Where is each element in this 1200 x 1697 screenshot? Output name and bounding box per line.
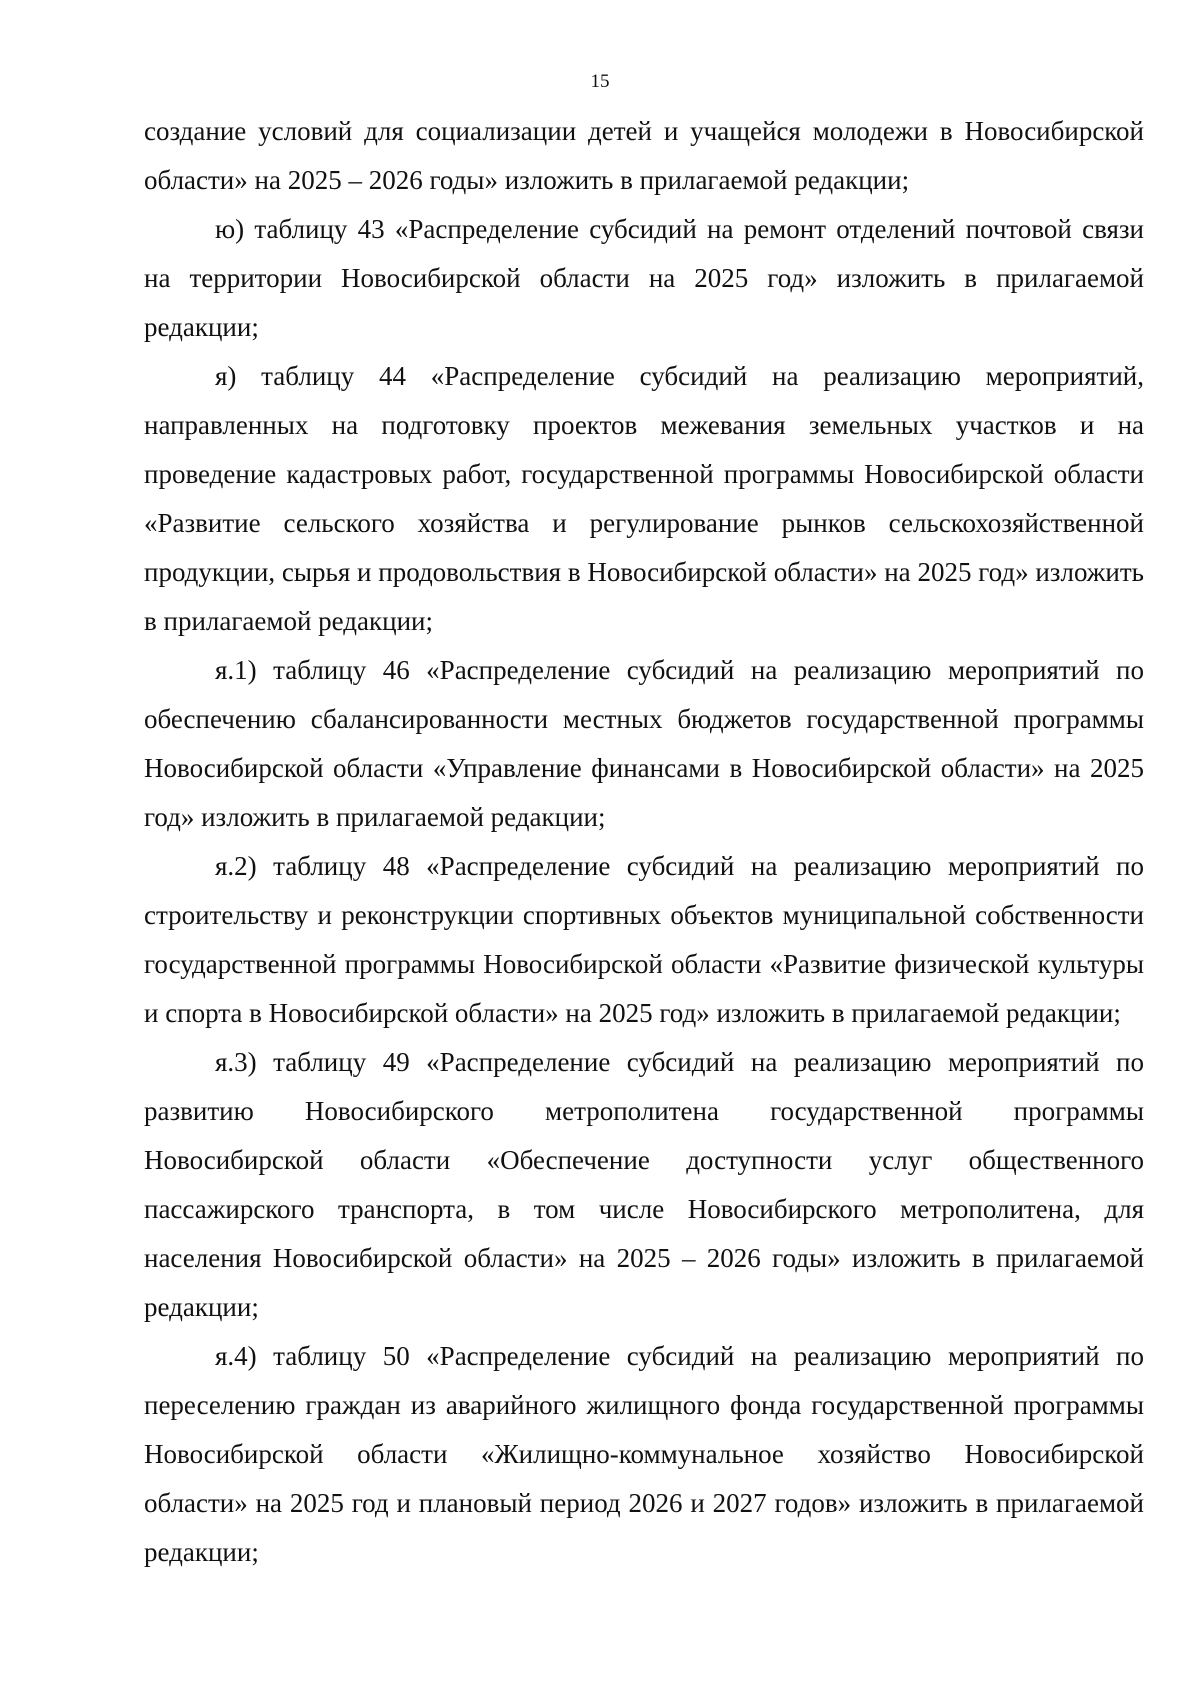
paragraph-item-ya-1: я.1) таблицу 46 «Распределение субсидий на реализацию мероприятий по обеспечению сбалансированности местных бюджетов государственной программы Новосибирской области «Управление финансами в Новосибирской области» на 2025 год» изложить в прилагаемой редакции; (144, 655, 1144, 832)
paragraph-continuation: создание условий для социализации детей и учащейся молодежи в Новосибирской области» на 2025 – 2026 годы» изложить в прилагаемой редакции; (144, 116, 1144, 195)
document-body (144, 107, 1144, 1577)
paragraph-item-ya-4: я.4) таблицу 50 «Распределение субсидий на реализацию мероприятий по переселению граждан из аварийного жилищного фонда государственной программы Новосибирской области «Жилищно-коммунальное хозяйство Новосибирской области» на 2025 год и плановый период 2026 и 2027 годов» изложить в прилагаемой редакции; (144, 1341, 1144, 1567)
page-number: 15 (590, 71, 610, 92)
paragraph-item-ya: я) таблицу 44 «Распределение субсидий на реализацию мероприятий, направленных на подготовку проектов межевания земельных участков и на проведение кадастровых работ, государственной программы Новосибирской области «Развитие сельского хозяйства и регулирование рынков сельскохозяйственной продукции, сырья и продовольствия в Новосибирской области» на 2025 год» изложить в прилагаемой редакции; (144, 361, 1144, 636)
paragraph-item-yu: ю) таблицу 43 «Распределение субсидий на ремонт отделений почтовой связи на территории Новосибирской области на 2025 год» изложить в прилагаемой редакции; (144, 214, 1144, 342)
paragraph-item-ya-3: я.3) таблицу 49 «Распределение субсидий на реализацию мероприятий по развитию Новосибирского метрополитена государственной программы Новосибирской области «Обеспечение доступности услуг общественного пассажирского транспорта, в том числе Новосибирского метрополитена, для населения Новосибирской области» на 2025 – 2026 годы» изложить в прилагаемой редакции; (144, 1047, 1144, 1322)
paragraph-item-ya-2: я.2) таблицу 48 «Распределение субсидий на реализацию мероприятий по строительству и реконструкции спортивных объектов муниципальной собственности государственной программы Новосибирской области «Развитие физической культуры и спорта в Новосибирской области» на 2025 год» изложить в прилагаемой редакции; (144, 851, 1144, 1028)
